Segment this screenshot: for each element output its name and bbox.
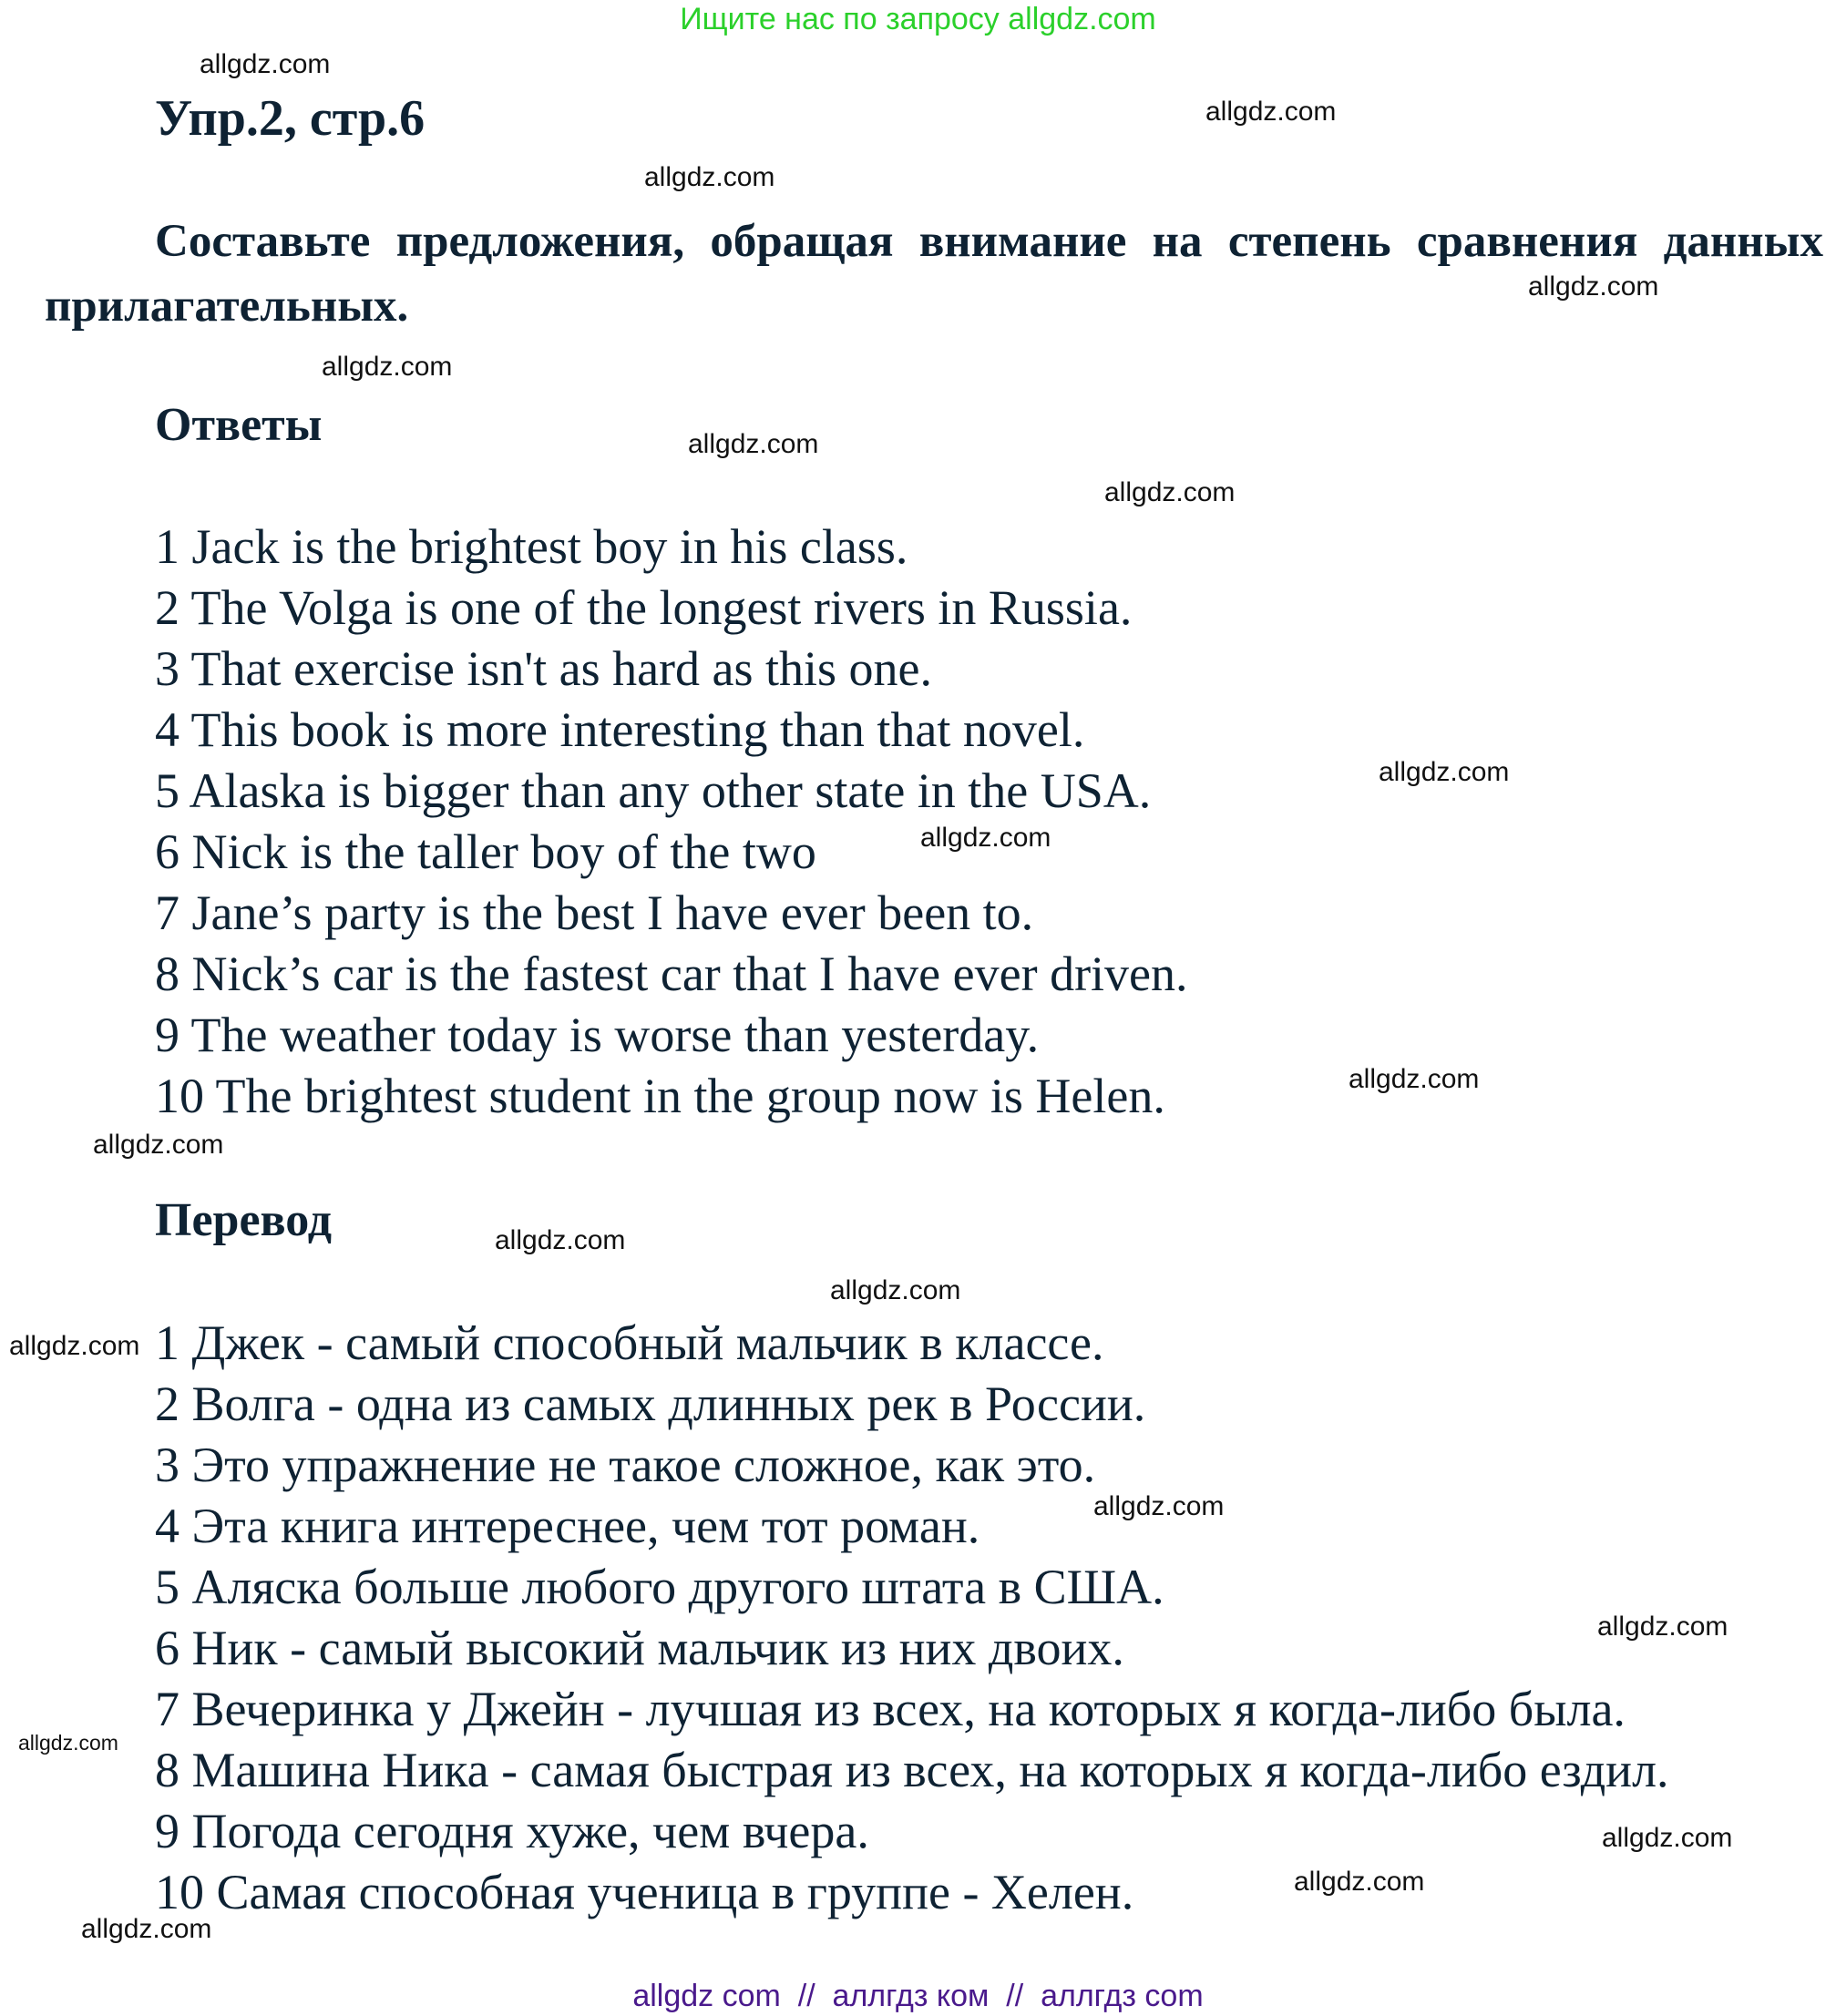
answer-item: 6 Nick is the taller boy of the two — [155, 824, 816, 879]
answer-item: 9 The weather today is worse than yesterday. — [155, 1008, 1040, 1062]
watermark: allgdz.com — [93, 1130, 224, 1160]
answer-item: 7 Jane’s party is the best I have ever been to. — [155, 885, 1034, 940]
translation-item: 5 Аляска больше любого другого штата в США. — [155, 1560, 1164, 1614]
promo-banner: Ищите нас по запросу allgdz.com — [680, 2, 1156, 36]
translation-heading: Перевод — [155, 1194, 333, 1246]
watermark: allgdz.com — [18, 1731, 118, 1755]
answer-item: 8 Nick’s car is the fastest car that I have ever driven. — [155, 947, 1188, 1001]
watermark: allgdz.com — [1104, 477, 1236, 507]
watermark: allgdz.com — [1294, 1867, 1425, 1897]
answer-item: 5 Alaska is bigger than any other state in the USA. — [155, 763, 1152, 818]
watermark: allgdz.com — [920, 823, 1051, 853]
watermark: allgdz.com — [830, 1275, 961, 1305]
watermark: allgdz.com — [688, 429, 819, 459]
page-title: Упр.2, стр.6 — [155, 90, 426, 147]
watermark: allgdz.com — [1602, 1823, 1733, 1853]
answer-item: 1 Jack is the brightest boy in his class. — [155, 519, 908, 574]
watermark: allgdz.com — [81, 1914, 212, 1944]
answer-item: 2 The Volga is one of the longest rivers in Russia. — [155, 580, 1133, 635]
watermark: allgdz.com — [1205, 97, 1337, 127]
watermark: allgdz.com — [322, 352, 453, 382]
translations-list — [155, 1313, 1669, 1923]
answer-item: 3 That exercise isn't as hard as this one. — [155, 641, 933, 696]
footer-links: allgdz com // аллгдз ком // аллгдз com — [632, 1979, 1204, 2013]
watermark: allgdz.com — [9, 1331, 140, 1361]
translation-item: 10 Самая способная ученица в группе - Хелен. — [155, 1865, 1134, 1919]
watermark: allgdz.com — [200, 49, 331, 79]
translation-item: 6 Ник - самый высокий мальчик из них двоих. — [155, 1621, 1124, 1675]
translation-item: 8 Машина Ника - самая быстрая из всех, на которых я когда-либо ездил. — [155, 1743, 1669, 1797]
watermark: allgdz.com — [1379, 757, 1510, 787]
answers-heading: Ответы — [155, 399, 323, 451]
answer-item: 4 This book is more interesting than that novel. — [155, 702, 1085, 757]
translation-item: 7 Вечеринка у Джейн - лучшая из всех, на которых я когда-либо была. — [155, 1682, 1626, 1736]
answer-item: 10 The brightest student in the group now is Helen. — [155, 1069, 1165, 1123]
translation-item: 9 Погода сегодня хуже, чем вчера. — [155, 1804, 869, 1858]
watermark: allgdz.com — [1528, 271, 1659, 302]
translation-item: 1 Джек - самый способный мальчик в классе. — [155, 1315, 1104, 1370]
watermark: allgdz.com — [495, 1225, 626, 1255]
watermark: allgdz.com — [1597, 1612, 1728, 1642]
answers-list — [155, 517, 1188, 1127]
translation-item: 3 Это упражнение не такое сложное, как это. — [155, 1438, 1096, 1492]
translation-item: 4 Эта книга интереснее, чем тот роман. — [155, 1499, 980, 1553]
translation-item: 2 Волга - одна из самых длинных рек в России. — [155, 1376, 1146, 1431]
task-text: Составьте предложения, обращая внимание на степень сравнения данных прилагательных. — [45, 216, 1823, 332]
watermark: allgdz.com — [644, 162, 775, 192]
watermark: allgdz.com — [1349, 1064, 1480, 1094]
watermark: allgdz.com — [1093, 1491, 1225, 1521]
